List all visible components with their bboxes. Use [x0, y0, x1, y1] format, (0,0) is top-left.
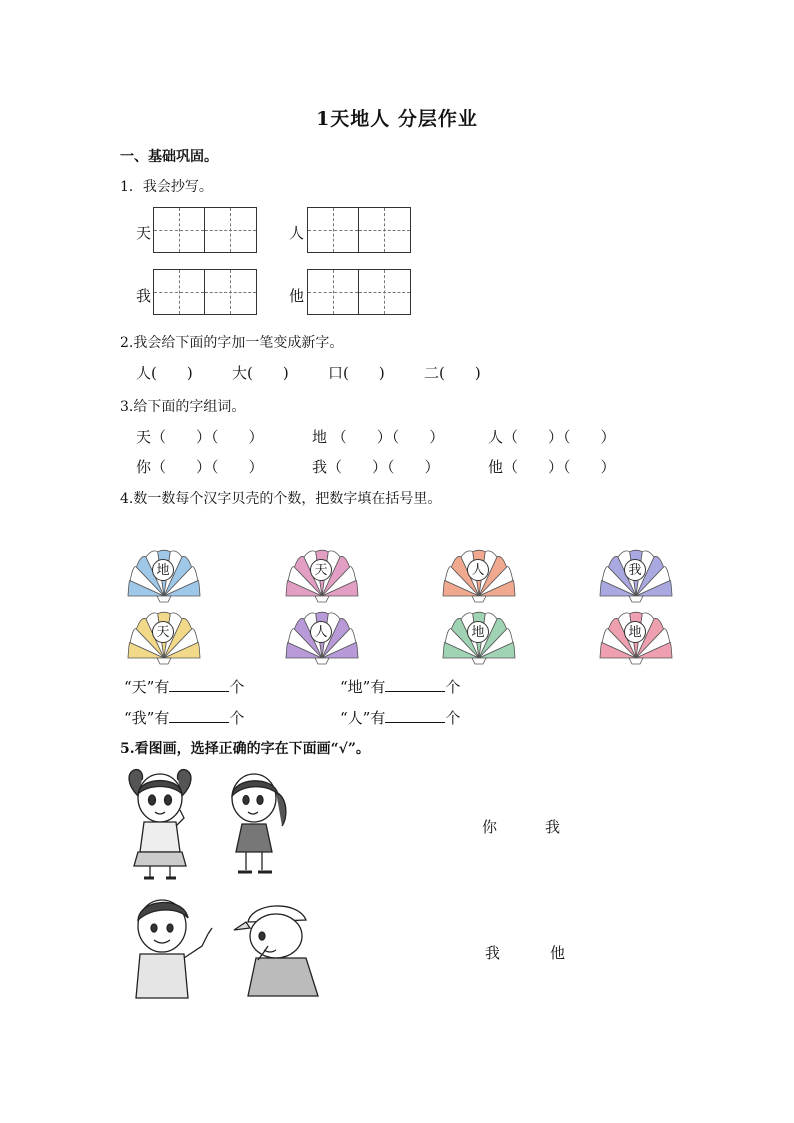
copy-char: 他 — [289, 287, 305, 305]
writing-grid[interactable] — [153, 269, 257, 315]
copy-char: 天 — [136, 224, 152, 242]
shell-character: 地 — [624, 621, 646, 643]
scallop-shell — [126, 606, 202, 666]
shell-character: 地 — [467, 621, 489, 643]
girl-side-view-illustration — [222, 770, 292, 882]
section-heading: 一、基础巩固。 — [120, 149, 218, 165]
scallop-shell — [284, 606, 360, 666]
word-group-item: 你（ ）（ ） — [136, 458, 264, 476]
word-group-item: 地 （ ）（ ） — [312, 428, 445, 446]
scallop-shell — [284, 544, 360, 604]
copy-char: 人 — [289, 224, 305, 242]
scallop-shell — [598, 544, 674, 604]
shell-character: 天 — [152, 621, 174, 643]
count-fill-ren: “人”有 个 — [340, 709, 461, 727]
answer-blank[interactable] — [169, 708, 229, 723]
add-stroke-item: 人( ) — [136, 364, 193, 382]
shell-character: 天 — [310, 559, 332, 581]
writing-grid[interactable] — [307, 269, 411, 315]
copy-char: 我 — [136, 287, 152, 305]
choice-option[interactable]: 他 — [550, 944, 566, 962]
scallop-shell — [441, 606, 517, 666]
answer-blank[interactable] — [385, 677, 445, 692]
question-2-label: 2.我会给下面的字加一笔变成新字。 — [120, 335, 344, 351]
add-stroke-item: 口( ) — [328, 364, 385, 382]
scallop-shell — [598, 606, 674, 666]
question-5-label: 5.看图画，选择正确的字在下面画“√”。 — [120, 741, 370, 757]
girl-pointing-self-illustration — [120, 766, 200, 882]
question-1-label: 1．我会抄写。 — [120, 179, 213, 195]
shell-character: 人 — [310, 621, 332, 643]
boy-pointing-illustration — [124, 894, 216, 1006]
scallop-shell — [441, 544, 517, 604]
word-group-item: 他（ ）（ ） — [488, 458, 616, 476]
page-title: 1天地人 分层作业 — [316, 108, 478, 130]
add-stroke-item: 大( ) — [232, 364, 289, 382]
question-4-label: 4.数一数每个汉字贝壳的个数，把数字填在括号里。 — [120, 491, 442, 507]
choice-option[interactable]: 我 — [545, 818, 561, 836]
boy-with-cap-illustration — [228, 896, 334, 1004]
count-fill-tian: “天”有 个 — [124, 678, 245, 696]
shell-character: 我 — [624, 559, 646, 581]
answer-blank[interactable] — [169, 677, 229, 692]
choice-option[interactable]: 我 — [485, 944, 501, 962]
count-fill-di: “地”有 个 — [340, 678, 461, 696]
word-group-item: 人（ ）（ ） — [488, 428, 616, 446]
word-group-item: 天（ ）（ ） — [136, 428, 264, 446]
word-group-item: 我（ ）（ ） — [312, 458, 440, 476]
count-fill-wo: “我”有 个 — [124, 709, 245, 727]
writing-grid[interactable] — [307, 207, 411, 253]
answer-blank[interactable] — [385, 708, 445, 723]
scallop-shell — [126, 544, 202, 604]
question-3-label: 3.给下面的字组词。 — [120, 399, 246, 415]
choice-option[interactable]: 你 — [482, 818, 498, 836]
writing-grid[interactable] — [153, 207, 257, 253]
shell-character: 人 — [467, 559, 489, 581]
add-stroke-item: 二( ) — [424, 364, 481, 382]
shell-character: 地 — [152, 559, 174, 581]
